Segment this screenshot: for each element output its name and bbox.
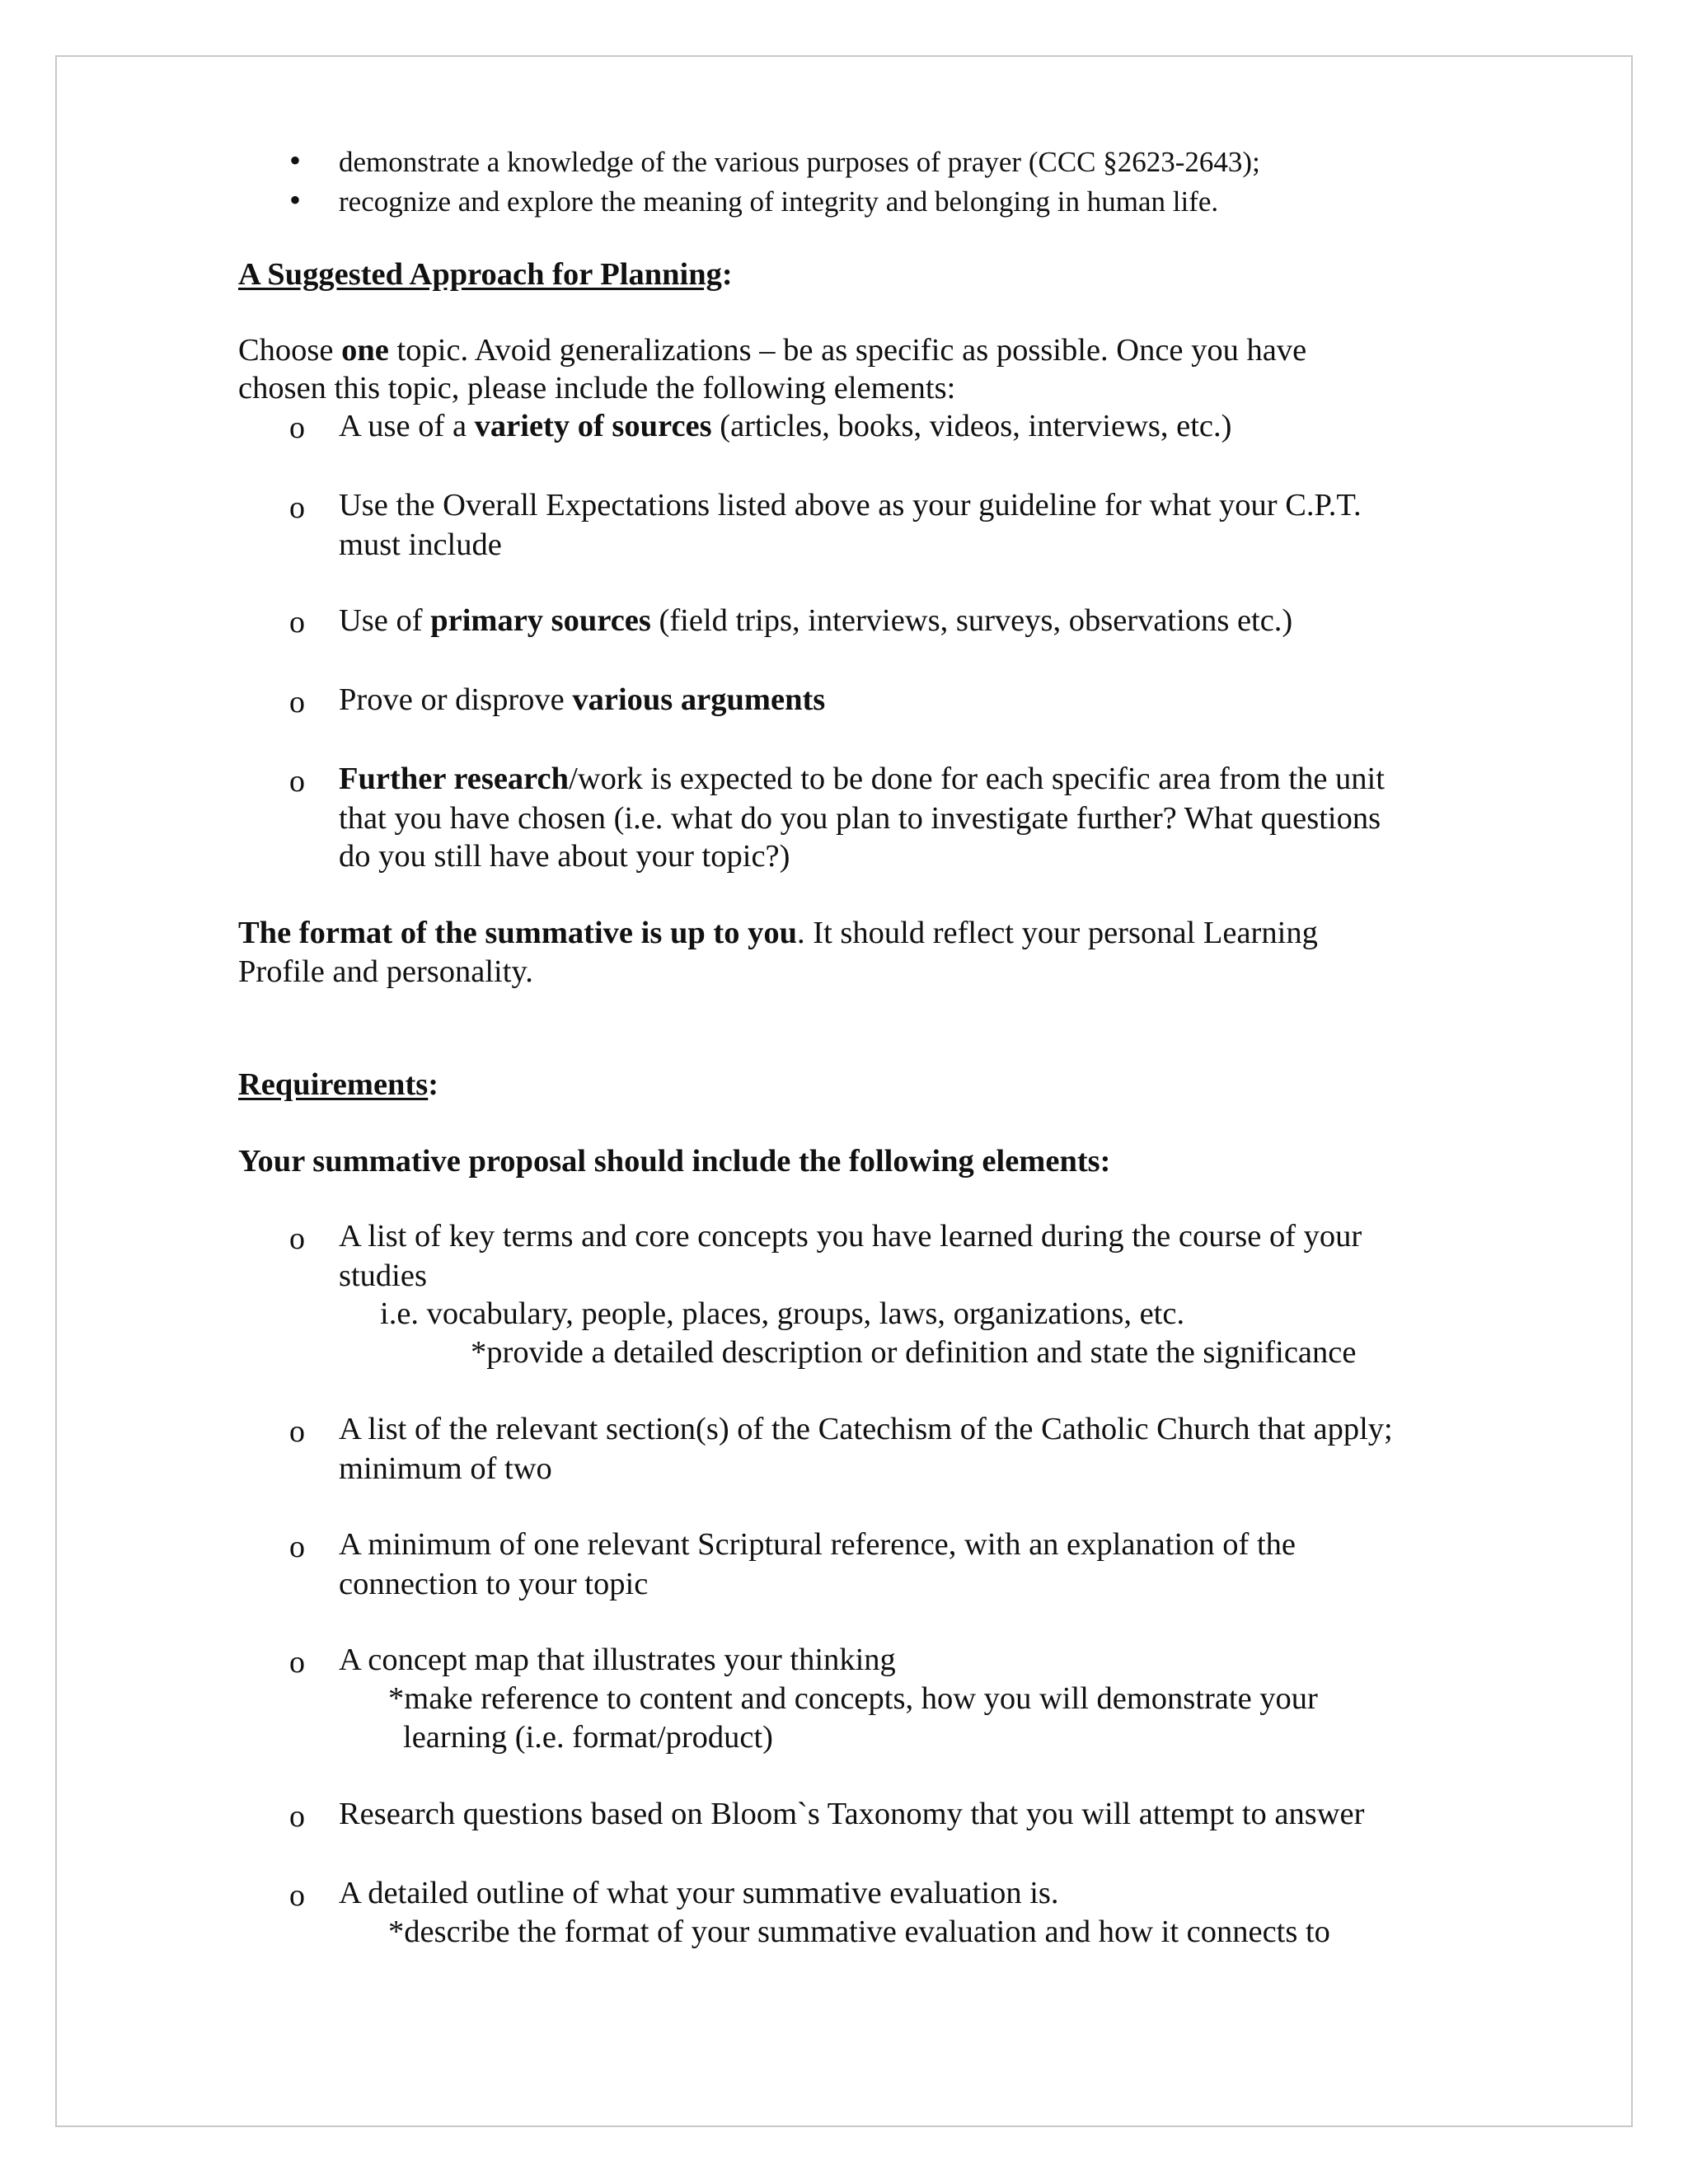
- planning-heading: [238, 256, 733, 293]
- circle-bullet-icon: o: [289, 1645, 305, 1680]
- circle-bullet-icon: o: [289, 764, 305, 799]
- planning-intro-line2: chosen this topic, please include the following elements:: [238, 371, 956, 405]
- item-bold: variety of sources: [474, 409, 712, 443]
- req-item-catechism-line2: minimum of two: [339, 1451, 552, 1486]
- planning-item-research-line1: [339, 761, 1385, 797]
- item-text: /work is expected to be done for each specific area from the unit: [569, 762, 1385, 796]
- intro-text: Choose: [238, 333, 342, 368]
- req-item-outline-sub1: *describe the format of your summative evaluation and how it connects to: [388, 1915, 1330, 1949]
- format-text: . It should reflect your personal Learning: [797, 916, 1318, 950]
- intro-bold-one: one: [341, 333, 389, 368]
- req-item-research-questions: Research questions based on Bloom`s Taxonomy that you will attempt to answer: [339, 1797, 1365, 1831]
- planning-item-research-line2: that you have chosen (i.e. what do you plan to investigate further? What questions: [339, 801, 1381, 836]
- item-text: (articles, books, videos, interviews, etc.): [711, 409, 1232, 443]
- circle-bullet-icon: o: [289, 1799, 305, 1834]
- planning-item-research-line3: do you still have about your topic?): [339, 839, 790, 874]
- bullet-dot: •: [289, 142, 302, 179]
- planning-item-expectations-line2: must include: [339, 527, 502, 562]
- item-bold: various arguments: [572, 682, 826, 717]
- req-item-scripture-line1: A minimum of one relevant Scriptural reference, with an explanation of the: [339, 1527, 1296, 1562]
- circle-bullet-icon: o: [289, 490, 305, 525]
- planning-heading-text: A Suggested Approach for Planning: [238, 257, 722, 292]
- req-item-key-terms-sub1: i.e. vocabulary, people, places, groups, laws, organizations, etc.: [380, 1296, 1185, 1331]
- bullet-dot: •: [289, 181, 302, 218]
- circle-bullet-icon: o: [289, 410, 305, 445]
- format-bold: The format of the summative is up to you: [238, 916, 797, 950]
- planning-item-expectations-line1: Use the Overall Expectations listed above as your guideline for what your C.P.T.: [339, 488, 1362, 523]
- req-item-outline-line1: A detailed outline of what your summative evaluation is.: [339, 1876, 1059, 1910]
- planning-item-primary-sources: [339, 602, 1292, 639]
- planning-heading-colon: :: [721, 257, 733, 292]
- format-line2: Profile and personality.: [238, 954, 533, 989]
- req-item-scripture-line2: connection to your topic: [339, 1567, 649, 1601]
- item-text: Prove or disprove: [339, 682, 573, 717]
- circle-bullet-icon: o: [289, 1878, 305, 1913]
- requirements-heading-text: Requirements: [238, 1067, 429, 1102]
- planning-intro-line1: [238, 332, 1306, 368]
- item-text: A use of a: [339, 409, 475, 443]
- requirements-heading-colon: :: [428, 1067, 439, 1102]
- circle-bullet-icon: o: [289, 605, 305, 640]
- item-bold: primary sources: [430, 603, 651, 638]
- requirements-subheading: Your summative proposal should include the following elements:: [238, 1144, 1111, 1179]
- req-item-key-terms-line2: studies: [339, 1258, 427, 1293]
- requirements-heading: [238, 1066, 438, 1103]
- bullet-text-prayer: demonstrate a knowledge of the various purposes of prayer (CCC §2623-2643);: [339, 146, 1260, 178]
- item-text: (field trips, interviews, surveys, observations etc.): [650, 603, 1293, 638]
- circle-bullet-icon: o: [289, 1414, 305, 1449]
- req-item-concept-map-sub1: *make reference to content and concepts, how you will demonstrate your: [388, 1681, 1318, 1716]
- req-item-concept-map-sub2: learning (i.e. format/product): [403, 1720, 773, 1755]
- req-item-key-terms-sub2: *provide a detailed description or definition and state the significance: [471, 1335, 1357, 1370]
- circle-bullet-icon: o: [289, 1530, 305, 1564]
- circle-bullet-icon: o: [289, 1221, 305, 1256]
- req-item-concept-map-line1: A concept map that illustrates your thinking: [339, 1643, 896, 1677]
- document-page: [55, 55, 1633, 2127]
- item-text: Use of: [339, 603, 431, 638]
- req-item-key-terms-line1: A list of key terms and core concepts you have learned during the course of your: [339, 1219, 1362, 1254]
- planning-item-arguments: [339, 682, 825, 718]
- format-line1: [238, 915, 1318, 951]
- planning-item-sources: [339, 408, 1231, 444]
- item-bold: Further research: [339, 762, 570, 796]
- bullet-text-integrity: recognize and explore the meaning of integrity and belonging in human life.: [339, 185, 1219, 218]
- intro-text: topic. Avoid generalizations – be as specific as possible. Once you have: [388, 333, 1307, 368]
- circle-bullet-icon: o: [289, 685, 305, 719]
- req-item-catechism-line1: A list of the relevant section(s) of the Catechism of the Catholic Church that apply;: [339, 1412, 1393, 1446]
